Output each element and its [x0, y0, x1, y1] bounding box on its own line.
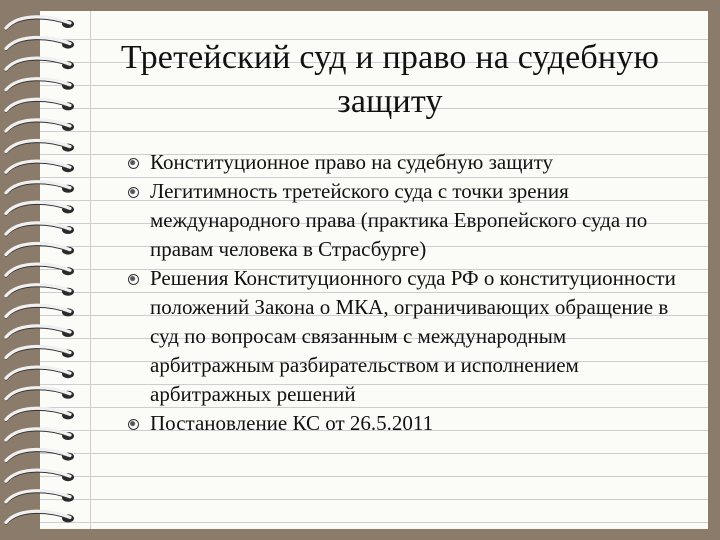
- binding-ring: [6, 37, 74, 50]
- bullet-text: Конституционное право на судебную защиту: [150, 150, 554, 174]
- bullet-list: [128, 148, 688, 438]
- bullet-text: Легитимность третейского суда с точки зрения международного права (практика Европейского суда по правам человека в Страсбурге): [150, 179, 648, 261]
- binding-ring: [6, 243, 74, 256]
- binding-ring: [6, 99, 74, 112]
- binding-ring: [6, 202, 74, 215]
- binding-ring: [6, 79, 74, 92]
- binding-ring: [6, 367, 74, 380]
- binding-ring: [6, 264, 74, 277]
- binding-ring: [6, 346, 74, 359]
- binding-ring: [6, 305, 74, 318]
- bullet-item: [128, 264, 688, 409]
- binding-ring: [6, 388, 74, 401]
- binding-ring: [6, 285, 74, 298]
- bullet-text: Постановление КС от 26.5.2011: [150, 411, 434, 435]
- binding-ring: [6, 429, 74, 442]
- binding-ring: [6, 161, 74, 174]
- binding-ring: [6, 223, 74, 236]
- bullet-icon: [128, 419, 139, 430]
- bullet-item: [128, 177, 688, 264]
- bullet-icon: [128, 274, 139, 285]
- bullet-text: Решения Конституционного суда РФ о конституционности положений Закона о МКА, ограничивающих обращение в суд по вопросам связанным с международным арбитражным разбирательством и исполнением арбитражных решений: [150, 266, 676, 406]
- bullet-icon: [128, 158, 139, 169]
- binding-ring: [6, 408, 74, 421]
- binding-ring: [6, 17, 74, 30]
- slide-title: Третейский суд и право на судебную защиту: [120, 39, 660, 120]
- binding-ring: [6, 140, 74, 153]
- binding-ring: [6, 326, 74, 339]
- binding-ring: [6, 491, 74, 504]
- binding-ring: [6, 120, 74, 133]
- spiral-binding: [0, 0, 90, 540]
- binding-ring: [6, 511, 74, 524]
- binding-ring: [6, 58, 74, 71]
- binding-ring: [6, 182, 74, 195]
- bullet-item: [128, 409, 688, 438]
- binding-ring: [6, 449, 74, 462]
- bullet-icon: [128, 187, 139, 198]
- bullet-item: [128, 148, 688, 177]
- binding-ring: [6, 470, 74, 483]
